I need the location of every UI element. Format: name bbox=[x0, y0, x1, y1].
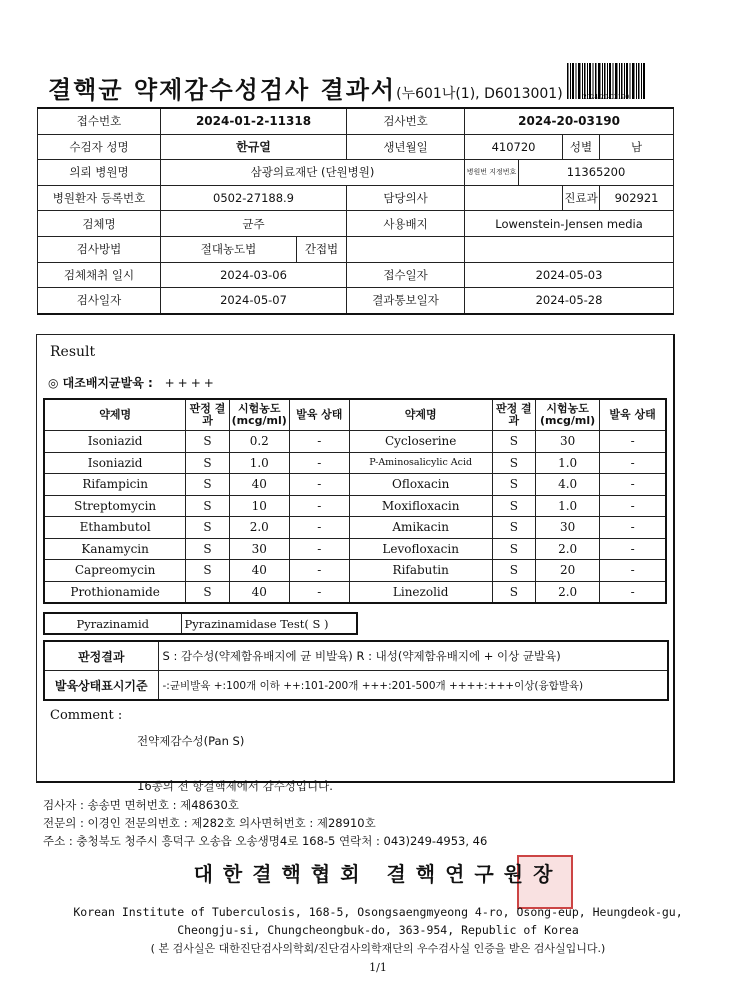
result-cell: S bbox=[186, 474, 229, 496]
growth-cell: - bbox=[600, 474, 666, 496]
growth-cell: - bbox=[600, 538, 666, 560]
concentration-cell: 1.0 bbox=[229, 452, 289, 474]
growth-cell: - bbox=[600, 517, 666, 539]
table-row bbox=[44, 495, 666, 517]
label-cell: 검사방법 bbox=[38, 236, 161, 262]
result-cell: S bbox=[186, 431, 229, 453]
concentration-cell: 2.0 bbox=[536, 538, 600, 560]
result-cell: S bbox=[492, 581, 535, 603]
table-row bbox=[44, 671, 668, 701]
table-row bbox=[38, 288, 674, 314]
table-row bbox=[44, 581, 666, 603]
value-cell bbox=[347, 236, 465, 262]
column-header: 판정 결과 bbox=[492, 399, 535, 431]
concentration-cell: 1.0 bbox=[536, 452, 600, 474]
concentration-cell: 20 bbox=[536, 560, 600, 582]
drug-name-cell: Rifabutin bbox=[349, 560, 492, 582]
table-row bbox=[38, 108, 674, 134]
result-cell: S bbox=[492, 495, 535, 517]
value-cell bbox=[465, 236, 674, 262]
drug-name-cell: Isoniazid bbox=[44, 431, 186, 453]
drug-name-cell: Rifampicin bbox=[44, 474, 186, 496]
english-address-line1: Korean Institute of Tuberculosis, 168-5, Osongsaengmyeong 4-ro, Osong-eup, Heungdeok-gu, bbox=[73, 905, 683, 919]
page-number: 1/1 bbox=[369, 961, 387, 974]
drug-name-cell: Streptomycin bbox=[44, 495, 186, 517]
column-header: 시험농도 (mcg/ml) bbox=[536, 399, 600, 431]
drug-name-cell: Levofloxacin bbox=[349, 538, 492, 560]
label-cell: 검체채취 일시 bbox=[38, 262, 161, 288]
drug-name-cell: Ofloxacin bbox=[349, 474, 492, 496]
drug-name-cell: Linezolid bbox=[349, 581, 492, 603]
drug-name-cell: Cycloserine bbox=[349, 431, 492, 453]
label-cell: 담당의사 bbox=[347, 185, 465, 211]
certification-notice: ( 본 검사실은 대한진단검사의학회/진단검사의학재단의 우수검사실 인증을 받은 검사실입니다.) bbox=[150, 942, 606, 955]
value-cell: 902921 bbox=[600, 185, 674, 211]
concentration-cell: 40 bbox=[229, 474, 289, 496]
label-cell: 검사일자 bbox=[38, 288, 161, 314]
legend-key: 발육상태표시기준 bbox=[44, 671, 158, 701]
concentration-cell: 30 bbox=[229, 538, 289, 560]
concentration-cell: 40 bbox=[229, 581, 289, 603]
value-cell: 간접법 bbox=[297, 236, 347, 262]
result-cell: S bbox=[186, 538, 229, 560]
concentration-cell: 2.0 bbox=[229, 517, 289, 539]
legend-value: S : 감수성(약제함유배지에 균 비발육) R : 내성(약제함유배지에 + 이상 균발육) bbox=[158, 641, 668, 671]
drug-name-cell: Ethambutol bbox=[44, 517, 186, 539]
value-cell: 균주 bbox=[161, 211, 347, 237]
drug-name-cell: P-Aminosalicylic Acid bbox=[349, 452, 492, 474]
result-label: Result bbox=[50, 344, 96, 360]
growth-cell: - bbox=[289, 452, 349, 474]
title-text: 결핵균 약제감수성검사 결과서 bbox=[48, 76, 397, 104]
concentration-cell: 30 bbox=[536, 431, 600, 453]
drug-name-cell: Kanamycin bbox=[44, 538, 186, 560]
drug-name-cell: Capreomycin bbox=[44, 560, 186, 582]
growth-cell: - bbox=[289, 581, 349, 603]
control-growth-label: ◎ 대조배지균발육 : bbox=[48, 376, 153, 390]
value-cell: 절대농도법 bbox=[161, 236, 297, 262]
footer-address: 주소 : 충청북도 청주시 흥덕구 오송읍 오송생명4로 168-5 연락처 : 043)249-4953, 46 bbox=[43, 834, 488, 848]
comment-label: Comment : bbox=[50, 708, 123, 723]
table-row bbox=[44, 431, 666, 453]
result-cell: S bbox=[492, 538, 535, 560]
control-growth bbox=[48, 374, 217, 391]
concentration-cell: 10 bbox=[229, 495, 289, 517]
growth-cell: - bbox=[600, 495, 666, 517]
label-cell: 검사번호 bbox=[347, 108, 465, 134]
footer-specialist: 전문의 : 이경인 전문의번호 : 제282호 의사면허번호 : 제28910호 bbox=[43, 816, 376, 830]
growth-cell: - bbox=[289, 474, 349, 496]
title-code: (누601나(1), D6013001) bbox=[396, 86, 563, 102]
value-cell: 410720 bbox=[465, 134, 563, 160]
table-row bbox=[38, 262, 674, 288]
growth-cell: - bbox=[289, 495, 349, 517]
pza-value: Pyrazinamidase Test( S ) bbox=[181, 613, 357, 634]
label-cell: 생년월일 bbox=[347, 134, 465, 160]
column-header: 발육 상태 bbox=[600, 399, 666, 431]
result-cell: S bbox=[492, 517, 535, 539]
value-cell: 2024-20-03190 bbox=[465, 108, 674, 134]
legend-table bbox=[43, 640, 669, 701]
result-cell: S bbox=[492, 474, 535, 496]
label-cell: 진료과 bbox=[563, 185, 600, 211]
label-cell: 사용배지 bbox=[347, 211, 465, 237]
drug-name-cell: Prothionamide bbox=[44, 581, 186, 603]
patient-info-table bbox=[37, 107, 674, 315]
pyrazinamide-table bbox=[43, 612, 358, 635]
column-header: 발육 상태 bbox=[289, 399, 349, 431]
control-growth-value: ++++ bbox=[164, 376, 217, 390]
document-title bbox=[48, 70, 563, 105]
result-cell: S bbox=[186, 581, 229, 603]
organization-name: 대한결핵협회 결핵연구원장 bbox=[193, 862, 563, 886]
legend-value: -:균비발육 +:100개 이하 ++:101-200개 +++:201-500개 ++++:+++이상(융합발육) bbox=[158, 671, 668, 701]
table-row bbox=[44, 474, 666, 496]
value-cell: 2024-05-28 bbox=[465, 288, 674, 314]
label-cell: 성별 bbox=[563, 134, 600, 160]
value-cell: Lowenstein-Jensen media bbox=[465, 211, 674, 237]
label-cell: 수검자 성명 bbox=[38, 134, 161, 160]
value-cell: 2024-03-06 bbox=[161, 262, 347, 288]
concentration-cell: 2.0 bbox=[536, 581, 600, 603]
result-cell: S bbox=[186, 517, 229, 539]
label-cell: 병원번 지정번호 bbox=[465, 160, 519, 186]
value-cell: 11365200 bbox=[519, 160, 674, 186]
drug-name-cell: Moxifloxacin bbox=[349, 495, 492, 517]
column-header: 약제명 bbox=[44, 399, 186, 431]
value-cell: 0502-27188.9 bbox=[161, 185, 347, 211]
table-row bbox=[44, 452, 666, 474]
drug-name-cell: Amikacin bbox=[349, 517, 492, 539]
value-cell: 남 bbox=[600, 134, 674, 160]
growth-cell: - bbox=[600, 431, 666, 453]
table-row bbox=[44, 613, 357, 634]
label-cell: 병원환자 등록번호 bbox=[38, 185, 161, 211]
comment-line: 전약제감수성(Pan S) bbox=[137, 734, 245, 748]
column-header: 시험농도 (mcg/ml) bbox=[229, 399, 289, 431]
label-cell: 접수일자 bbox=[347, 262, 465, 288]
value-cell: 2024-05-07 bbox=[161, 288, 347, 314]
footer-examiner: 검사자 : 송송면 면허번호 : 제48630호 bbox=[43, 798, 239, 812]
label-cell: 의뢰 병원명 bbox=[38, 160, 161, 186]
table-row bbox=[44, 517, 666, 539]
concentration-cell: 1.0 bbox=[536, 495, 600, 517]
result-cell: S bbox=[186, 560, 229, 582]
growth-cell: - bbox=[600, 452, 666, 474]
growth-cell: - bbox=[289, 431, 349, 453]
column-header: 약제명 bbox=[349, 399, 492, 431]
value-cell: 한규열 bbox=[161, 134, 347, 160]
result-cell: S bbox=[492, 560, 535, 582]
english-address-line2: Cheongju-si, Chungcheongbuk-do, 363-954, Republic of Korea bbox=[177, 923, 579, 937]
growth-cell: - bbox=[289, 517, 349, 539]
concentration-cell: 0.2 bbox=[229, 431, 289, 453]
table-row bbox=[38, 211, 674, 237]
value-cell: 삼광의료재단 (단원병원) bbox=[161, 160, 465, 186]
value-cell bbox=[465, 185, 563, 211]
table-row bbox=[44, 538, 666, 560]
table-row bbox=[38, 160, 674, 186]
comment-text bbox=[137, 704, 333, 809]
value-cell: 2024-01-2-11318 bbox=[161, 108, 347, 134]
table-row bbox=[38, 236, 674, 262]
column-header: 판정 결과 bbox=[186, 399, 229, 431]
result-cell: S bbox=[492, 431, 535, 453]
growth-cell: - bbox=[289, 538, 349, 560]
table-row bbox=[38, 185, 674, 211]
barcode-number: 2024-20-03190 bbox=[582, 94, 630, 101]
label-cell: 결과통보일자 bbox=[347, 288, 465, 314]
result-cell: S bbox=[492, 452, 535, 474]
table-row bbox=[44, 560, 666, 582]
result-cell: S bbox=[186, 495, 229, 517]
growth-cell: - bbox=[600, 560, 666, 582]
label-cell: 검체명 bbox=[38, 211, 161, 237]
label-cell: 접수번호 bbox=[38, 108, 161, 134]
table-header-row bbox=[44, 399, 666, 431]
drug-susceptibility-table bbox=[43, 398, 667, 604]
concentration-cell: 30 bbox=[536, 517, 600, 539]
value-cell: 2024-05-03 bbox=[465, 262, 674, 288]
pza-label: Pyrazinamid bbox=[44, 613, 181, 634]
concentration-cell: 4.0 bbox=[536, 474, 600, 496]
legend-key: 판정결과 bbox=[44, 641, 158, 671]
table-row bbox=[44, 641, 668, 671]
result-cell: S bbox=[186, 452, 229, 474]
concentration-cell: 40 bbox=[229, 560, 289, 582]
growth-cell: - bbox=[289, 560, 349, 582]
comment-line: 16종의 전 항결핵제에서 감수성입니다. bbox=[137, 779, 333, 793]
growth-cell: - bbox=[600, 581, 666, 603]
table-row bbox=[38, 134, 674, 160]
drug-name-cell: Isoniazid bbox=[44, 452, 186, 474]
